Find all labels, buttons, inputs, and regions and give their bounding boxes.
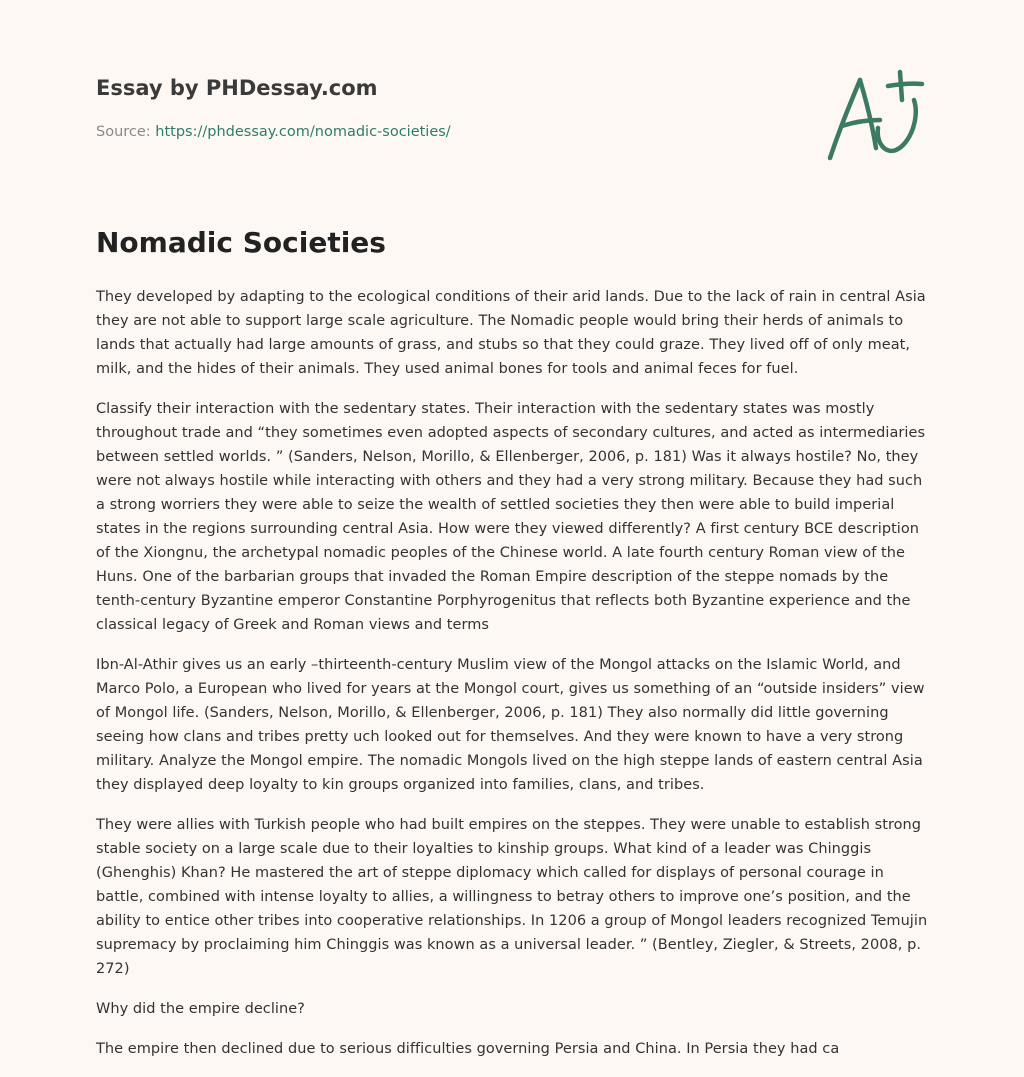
essay-title: Nomadic Societies xyxy=(96,226,386,259)
essay-paragraph: They were allies with Turkish people who had built empires on the steppes. They were unable to establish strong stable society on a large scale due to their loyalties to kinship groups. What kind of a leader was Chinggis (Ghenghis) Khan? He mastered the art of steppe diplomacy which called for displays of personal courage in battle, combined with intense loyalty to allies, a willingness to betray others to improve one’s position, and the ability to entice other tribes into cooperative relationships. In 1206 a group of Mongol leaders recognized Temujin supremacy by proclaiming him Chinggis was known as a universal leader. ” (Bentley, Ziegler, & Streets, 2008, p. 272) xyxy=(96,817,928,977)
essay-paragraph: Ibn-Al-Athir gives us an early –thirteenth-century Muslim view of the Mongol attacks on the Islamic World, and Marco Polo, a European who lived for years at the Mongol court, gives us something of an “outside insiders” view of Mongol life. (Sanders, Nelson, Morillo, & Ellenberger, 2006, p. 181) They also normally did little governing seeing how clans and tribes pretty uch looked out for themselves. And they were known to have a very strong military. Analyze the Mongol empire. The nomadic Mongols lived on the high steppe lands of eastern central Asia they displayed deep loyalty to kin groups organized into families, clans, and tribes. xyxy=(96,657,925,793)
site-brand: Essay by PHDessay.com xyxy=(96,76,378,100)
source-label: Source: xyxy=(96,124,151,140)
essay-body xyxy=(96,285,928,1077)
essay-paragraph: Classify their interaction with the sedentary states. Their interaction with the sedentary states was mostly throughout trade and “they sometimes even adopted aspects of secondary cultures, and acted as intermediaries between settled worlds. ” (Sanders, Nelson, Morillo, & Ellenberger, 2006, p. 181) Was it always hostile? No, they were not always hostile while interacting with others and they had a very strong military. Because they had such a strong worriers they were able to seize the wealth of settled societies they then were able to build imperial states in the regions surrounding central Asia. How were they viewed differently? A first century BCE description of the Xiongnu, the archetypal nomadic peoples of the Chinese world. A late fourth century Roman view of the Huns. One of the barbarian groups that invaded the Roman Empire description of the steppe nomads by the tenth-century Byzantine emperor Constantine Porphyrogenitus that reflects both Byzantine experience and the classical legacy of Greek and Roman views and terms xyxy=(96,401,926,633)
essay-paragraph: The empire then declined due to serious difficulties governing Persia and China. In Persia they had ca xyxy=(96,1041,840,1057)
essay-paragraph: They developed by adapting to the ecological conditions of their arid lands. Due to the lack of rain in central Asia they are not able to support large scale agriculture. The Nomadic people would bring their herds of animals to lands that actually had large amounts of grass, and stubs so that they could graze. They lived off of only meat, milk, and the hides of their animals. They used animal bones for tools and animal feces for fuel. xyxy=(96,289,926,377)
a-plus-logo-icon xyxy=(822,66,928,166)
source-link[interactable]: https://phdessay.com/nomadic-societies/ xyxy=(155,124,451,140)
source-line xyxy=(96,124,451,140)
essay-paragraph: Why did the empire decline? xyxy=(96,1001,305,1017)
